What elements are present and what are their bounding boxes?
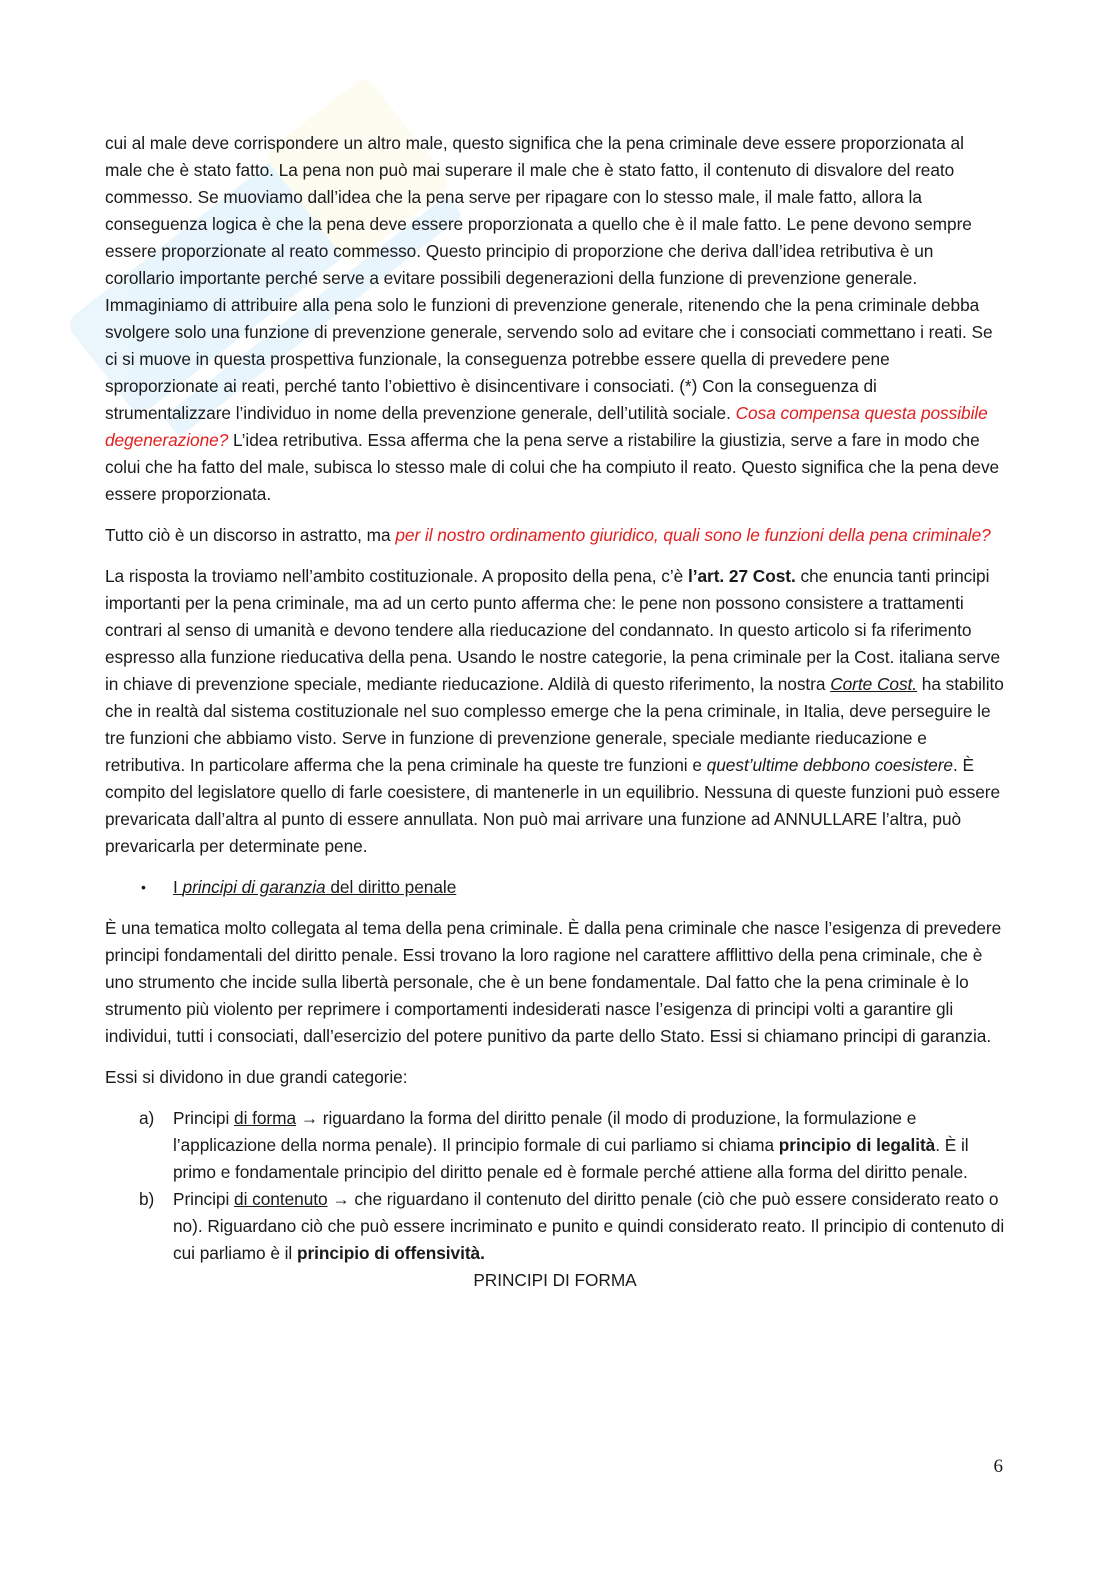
arrow-right-icon: →	[332, 1189, 350, 1209]
text: Principi	[173, 1108, 235, 1128]
paragraph-constitution	[105, 563, 1005, 860]
paragraph-guarantee: È una tematica molto collegata al tema della pena criminale. È dalla pena criminale che nasce l’esigenza di prevedere principi fondamentali del diritto penale. Essi trovano la loro ragione nel carattere afflittivo della pena criminale, che è uno strumento che incide sulla libertà personale, che è un bene fondamentale. Dal fatto che la pena criminale è lo strumento più violento per reprimere i comportamenti indesiderati nasce l’esigenza di principi volti a garantire gli individui, tutti i consociati, dall’esercizio del potere punitivo da parte dello Stato. Essi si chiamano principi di garanzia.	[105, 918, 1002, 1046]
text: riguardano la forma del diritto penale (il modo di produzione, la formulazione e l’applicazione della norma penale). Il principio formale di cui parliamo si chiama	[173, 1108, 917, 1155]
paragraph-categories: Essi si dividono in due grandi categorie:	[105, 1067, 408, 1087]
arrow-right-icon: →	[300, 1108, 319, 1128]
page-number: 6	[993, 1456, 1003, 1477]
text: cui al male deve corrispondere un altro male, questo significa che la pena criminale deve essere proporzionata al male che è stato fatto. La pena non può mai superare il male che è stato fatto, il contenuto di disvalore del reato commesso. Se muoviamo dall’idea che la pena serve per ripagare con lo stesso male, il male fatto, allora la conseguenza logica è che la pena deve essere proporzionata a quello che è il male fatto. Le pene devono sempre essere proporzionate al reato commesso. Questo principio di proporzione che deriva dall’idea retributiva è un corollario importante perché serve a evitare possibili degenerazioni della funzione di prevenzione generale. Immaginiamo di attribuire alla pena solo le funzioni di prevenzione generale, ritenendo che la pena criminale debba svolgere solo una funzione di prevenzione generale, servendo solo ad evitare che i consociati commettano i reati. Se ci si muove in questa prospettiva funzionale, la conseguenza potrebbe essere quella di prevedere pene sproporzionate ai reati, perché tanto l’obiettivo è disincentivare i consociati. (*) Con la conseguenza di strumentalizzare l’individuo in nome della prevenzione generale, dell’utilità sociale.	[105, 133, 993, 423]
underlined-term: di forma	[234, 1108, 297, 1128]
text: La risposta la troviamo nell’ambito costituzionale. A proposito della pena, c’è	[105, 566, 688, 586]
bullet-heading	[105, 874, 1005, 901]
italic-phrase: quest’ultime debbono coesistere	[706, 755, 953, 775]
question-highlight: Cosa compensa questa possibile degenerazione?	[105, 403, 988, 450]
list-marker: a)	[139, 1108, 155, 1128]
court-reference: Corte Cost.	[830, 674, 918, 694]
bold-term: principio di legalità	[778, 1135, 936, 1155]
paragraph-retribution	[105, 130, 1005, 508]
text: Principi	[173, 1189, 235, 1209]
paragraph-question	[105, 522, 1005, 549]
underlined-term: di contenuto	[234, 1189, 328, 1209]
bold-term: principio di offensività.	[296, 1243, 485, 1263]
italic-phrase: principi di garanzia	[182, 877, 326, 897]
section-title: PRINCIPI DI FORMA	[473, 1270, 637, 1290]
list-item-content	[105, 1186, 1005, 1267]
bullet-icon: •	[141, 879, 146, 895]
text: L’idea retributiva. Essa afferma che la pena serve a ristabilire la giustizia, serve a fare in modo che colui che ha fatto del male, subisca lo stesso male di colui che ha compiuto il reato. Questo significa che la pena deve essere proporzionata.	[105, 430, 1000, 504]
list-marker: b)	[139, 1189, 155, 1209]
article-reference: l’art. 27 Cost.	[687, 566, 796, 586]
text: . È il primo e fondamentale principio del diritto penale ed è formale perché attiene alla forma del diritto penale.	[173, 1135, 969, 1182]
bullet-heading-text	[173, 877, 456, 897]
list-item-form	[105, 1105, 1005, 1186]
document-page	[105, 130, 1005, 1308]
text: I	[173, 877, 183, 897]
text: ha stabilito che in realtà dal sistema costituzionale nel suo complesso emerge che la pena criminale, in Italia, deve perseguire le tre funzioni che abbiamo visto. Serve in funzione di prevenzione generale, speciale mediante rieducazione e retributiva. In particolare afferma che la pena criminale ha queste tre funzioni e	[105, 674, 1004, 775]
text: che enuncia tanti principi importanti per la pena criminale, ma ad un certo punto afferma che: le pene non possono consistere a trattamenti contrari al senso di umanità e devono tendere alla rieducazione del condannato. In questo articolo si fa riferimento espresso alla funzione rieducativa della pena. Usando le nostre categorie, la pena criminale per la Cost. italiana serve in chiave di prevenzione speciale, mediante rieducazione. Aldilà di questo riferimento, la nostra	[105, 566, 1001, 694]
question-highlight: per il nostro ordinamento giuridico, quali sono le funzioni della pena criminale?	[395, 525, 991, 545]
text: . È compito del legislatore quello di farle coesistere, di mantenerle in un equilibrio. Nessuna di queste funzioni può essere prevaricata dall’altra al punto di essere annullata. Non può mai arrivare una funzione ad ANNULLARE l’altra, può prevaricarla per determinate pene.	[105, 755, 1001, 856]
text: del diritto penale	[325, 877, 457, 897]
text: che riguardano il contenuto del diritto penale (ciò che può essere considerato reato o no). Riguardano ciò che può essere incriminato e punito e quindi considerato reato. Il principio di contenuto di cui parliamo è il	[173, 1189, 1005, 1263]
text: Tutto ciò è un discorso in astratto, ma	[105, 525, 396, 545]
